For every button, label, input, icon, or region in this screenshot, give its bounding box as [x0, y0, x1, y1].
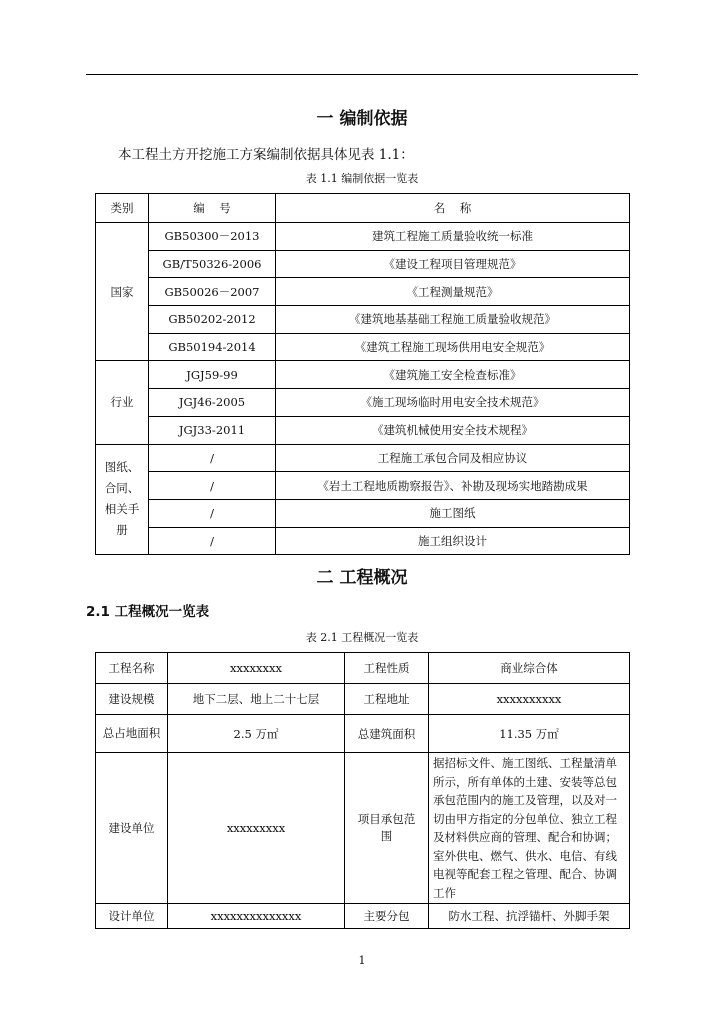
- code-cell: GB50300－2013: [149, 223, 276, 251]
- value-cell: 商业综合体: [429, 653, 630, 684]
- value-cell: 11.35 万㎡: [429, 715, 630, 753]
- code-cell: /: [149, 527, 276, 555]
- table-row: [96, 333, 630, 361]
- scope-cell: 据招标文件、施工图纸、工程量清单所示，所有单体的土建、安装等总包承包范围内的施工及管理，以及对一切由甲方指定的分包单位、独立工程及材料供应商的管理、配合和协调；室外供电、燃气、供水、电信、有线电视等配套工程之管理、配合、协调工作: [429, 753, 630, 904]
- header-code: 编 号: [149, 194, 276, 223]
- name-cell: 施工图纸: [276, 499, 630, 527]
- header-category: 类别: [96, 194, 149, 223]
- table-header-row: [96, 194, 630, 223]
- label-cell: 工程性质: [345, 653, 429, 684]
- name-cell: 《岩土工程地质勘察报告》、补勘及现场实地踏勘成果: [276, 472, 630, 500]
- name-cell: 《工程测量规范》: [276, 278, 630, 306]
- name-cell: 《建设工程项目管理规范》: [276, 250, 630, 278]
- table-1-caption: 表 1.1 编制依据一览表: [305, 172, 419, 185]
- label-cell: 总占地面积: [96, 715, 168, 753]
- code-cell: JGJ59-99: [149, 361, 276, 389]
- code-cell: /: [149, 472, 276, 500]
- table-row: [96, 904, 630, 929]
- value-cell: xxxxxxxxx: [168, 753, 345, 904]
- label-cell: 建设规模: [96, 684, 168, 715]
- name-cell: 《建筑地基基础工程施工质量验收规范》: [276, 306, 630, 334]
- code-cell: JGJ46-2005: [149, 389, 276, 417]
- table-row: [96, 527, 630, 555]
- label-cell: 建设单位: [96, 753, 168, 904]
- label-cell: 项目承包范围: [345, 753, 429, 904]
- section-2-heading: 二 工程概况: [316, 568, 408, 588]
- table-2-caption: 表 2.1 工程概况一览表: [305, 631, 419, 644]
- code-cell: /: [149, 499, 276, 527]
- page-number: 1: [358, 954, 366, 967]
- section-1-heading: 一 编制依据: [316, 109, 408, 129]
- code-cell: GB50194-2014: [149, 333, 276, 361]
- name-cell: 工程施工承包合同及相应协议: [276, 444, 630, 472]
- code-cell: GB/T50326-2006: [149, 250, 276, 278]
- value-cell: 2.5 万㎡: [168, 715, 345, 753]
- code-cell: GB50026－2007: [149, 278, 276, 306]
- name-cell: 《建筑机械使用安全技术规程》: [276, 416, 630, 444]
- value-cell: xxxxxxxx: [168, 653, 345, 684]
- name-cell: 《建筑施工安全检查标准》: [276, 361, 630, 389]
- name-cell: 建筑工程施工质量验收统一标准: [276, 223, 630, 251]
- table-row: [96, 250, 630, 278]
- label-cell: 总建筑面积: [345, 715, 429, 753]
- label-cell: 工程名称: [96, 653, 168, 684]
- table-row: [96, 753, 630, 904]
- table-row: [96, 653, 630, 684]
- value-cell: 防水工程、抗浮锚杆、外脚手架: [429, 904, 630, 929]
- table-row: [96, 416, 630, 444]
- value-cell: xxxxxxxxxxxxxx: [168, 904, 345, 929]
- section-2-subheading: 2.1 工程概况一览表: [86, 604, 210, 620]
- value-cell: xxxxxxxxxx: [429, 684, 630, 715]
- section-1-intro: 本工程土方开挖施工方案编制依据具体见表 1.1：: [118, 147, 414, 163]
- category-cell: 行业: [96, 361, 149, 444]
- label-cell: 设计单位: [96, 904, 168, 929]
- table-row: [96, 306, 630, 334]
- overview-table: [95, 652, 630, 929]
- table-row: [96, 223, 630, 251]
- table-row: [96, 278, 630, 306]
- value-cell: 地下二层、地上二十七层: [168, 684, 345, 715]
- code-cell: /: [149, 444, 276, 472]
- table-row: [96, 499, 630, 527]
- table-row: [96, 361, 630, 389]
- category-cell: 国家: [96, 223, 149, 361]
- table-row: [96, 715, 630, 753]
- table-row: [96, 472, 630, 500]
- name-cell: 《建筑工程施工现场供用电安全规范》: [276, 333, 630, 361]
- label-cell: 工程地址: [345, 684, 429, 715]
- label-cell: 主要分包: [345, 904, 429, 929]
- table-row: [96, 444, 630, 472]
- table-row: [96, 389, 630, 417]
- code-cell: GB50202-2012: [149, 306, 276, 334]
- header-rule: [86, 74, 638, 75]
- category-cell: 图纸、合同、相关手册: [96, 444, 149, 555]
- header-name: 名 称: [276, 194, 630, 223]
- code-cell: JGJ33-2011: [149, 416, 276, 444]
- table-row: [96, 684, 630, 715]
- basis-table: [95, 193, 630, 555]
- name-cell: 《施工现场临时用电安全技术规范》: [276, 389, 630, 417]
- name-cell: 施工组织设计: [276, 527, 630, 555]
